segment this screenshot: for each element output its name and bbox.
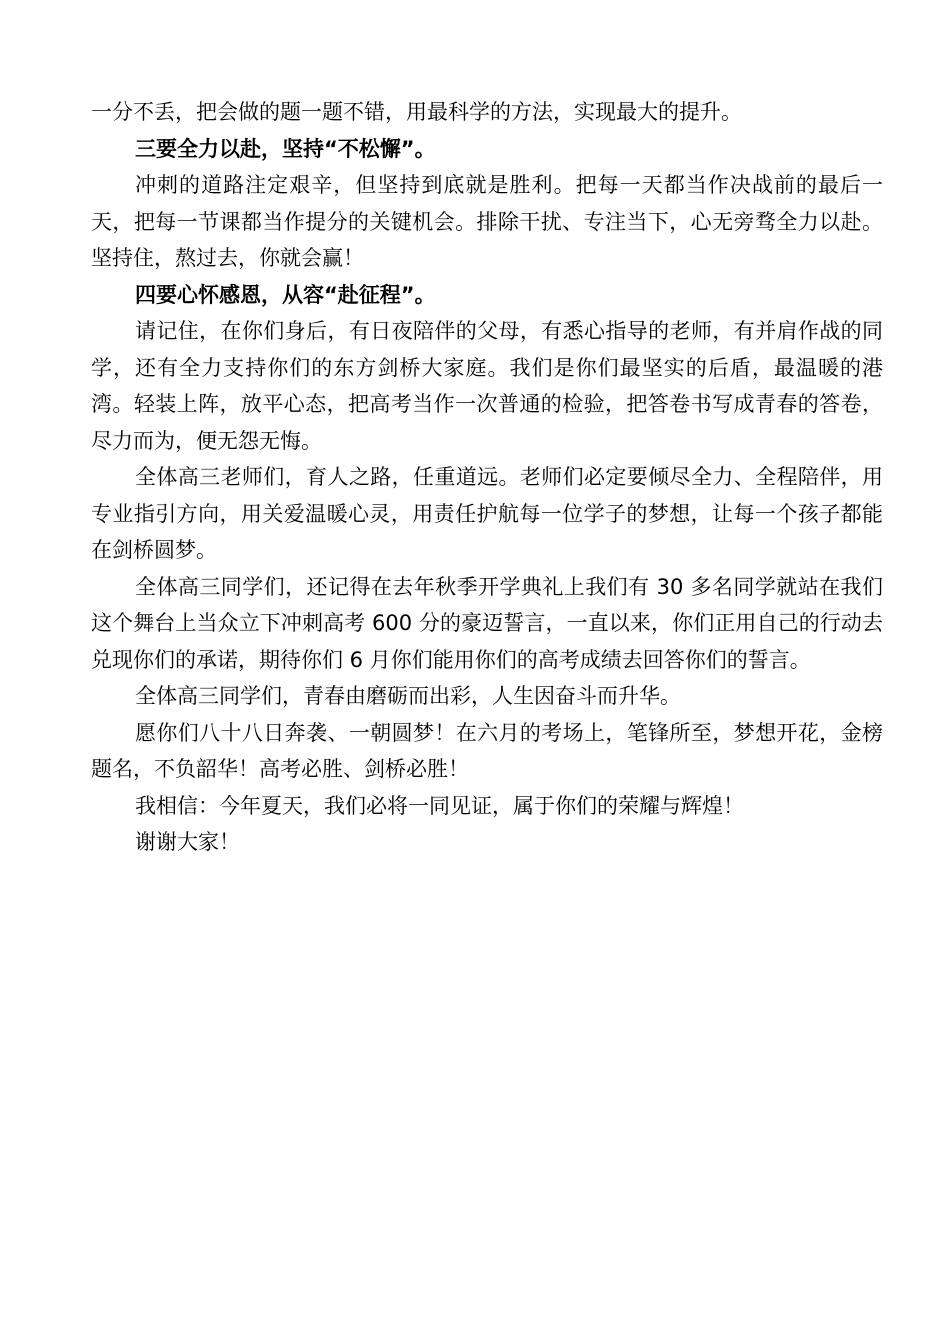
document-body (91, 94, 883, 861)
paragraph-students-pledge: 全体高三同学们，还记得在去年秋季开学典礼上我们有 30 多名同学就站在我们这个舞台上当众立下冲刺高考 600 分的豪迈誓言，一直以来，你们正用自己的行动去兑现你们的承诺，期待你们 6 月你们能用你们的高考成绩去回答你们的誓言。 (91, 574, 883, 672)
section-heading-four: 四要心怀感恩，从容“赴征程”。 (135, 282, 436, 307)
paragraph-thanks: 谢谢大家！ (135, 830, 240, 854)
paragraph-teachers: 全体高三老师们，育人之路，任重道远。老师们必定要倾尽全力、全程陪伴，用专业指引方向，用关爱温暖心灵，用责任护航每一位学子的梦想，让每一个孩子都能在剑桥圆梦。 (91, 465, 883, 562)
paragraph-belief: 我相信：今年夏天，我们必将一同见证，属于你们的荣耀与辉煌！ (135, 793, 744, 818)
paragraph-continuation: 一分不丢，把会做的题一题不错，用最科学的方法，实现最大的提升。 (91, 100, 742, 124)
section-heading-three: 三要全力以赴，坚持“不松懈”。 (135, 136, 436, 161)
paragraph-youth: 全体高三同学们，青春由磨砺而出彩，人生因奋斗而升华。 (135, 684, 681, 708)
paragraph-wishes: 愿你们八十八日奔袭、一朝圆梦！在六月的考场上，笔锋所至，梦想开花，金榜题名，不负韶华！高考必胜、剑桥必胜！ (91, 720, 883, 781)
paragraph-persistence: 冲刺的道路注定艰辛，但坚持到底就是胜利。把每一天都当作决战前的最后一天，把每一节课都当作提分的关键机会。排除干扰、专注当下，心无旁骛全力以赴。坚持住，熬过去，你就会赢！ (91, 173, 883, 270)
paragraph-gratitude: 请记住，在你们身后，有日夜陪伴的父母，有悉心指导的老师，有并肩作战的同学，还有全力支持你们的东方剑桥大家庭。我们是你们最坚实的后盾，最温暖的港湾。轻装上阵，放平心态，把高考当作一次普通的检验，把答卷书写成青春的答卷，尽力而为，便无怨无悔。 (91, 319, 883, 453)
